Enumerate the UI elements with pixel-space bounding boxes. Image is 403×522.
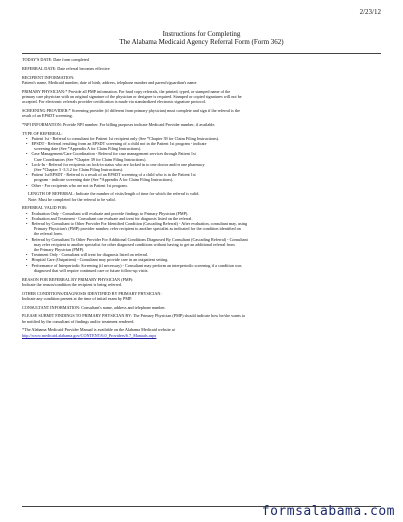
valid-for-item-text: diagnosed that will require continued care or future follow-up visits. bbox=[34, 267, 149, 273]
section-line: Patient's name, Medicaid number, date of birth, address, telephone number and parent's/guardian's name bbox=[22, 79, 197, 85]
valid-for-item-text: may refer recipient to another specialist for other diagnosed conditions without having to get an additional referral from bbox=[34, 241, 235, 247]
length-of-referral-section bbox=[22, 191, 381, 201]
referral-type-item bbox=[22, 141, 381, 151]
section-line: primary care physician with an original signature of the physician or designee is required. Stamped or copied signatures will not be bbox=[22, 93, 242, 99]
referral-type-item bbox=[22, 162, 381, 172]
document-title bbox=[0, 30, 403, 46]
section-line: REFERRAL DATE: Date referral becomes effective bbox=[22, 65, 110, 71]
referral-valid-for-section bbox=[22, 205, 381, 273]
reason-line-2: Indicate the reason/condition the recipient is being referred. bbox=[22, 281, 122, 287]
referral-type-item-text: screening date (See *Appendix A for Claim Filing Instructions). bbox=[34, 146, 142, 152]
intro-sections bbox=[22, 57, 381, 127]
intro-section bbox=[22, 89, 381, 105]
footnote-section bbox=[22, 327, 381, 337]
intro-section bbox=[22, 108, 381, 118]
valid-for-item-text: Primary Physician's (PMP) provider number, refer recipient to another specialist as indicated for the condition identified on bbox=[34, 226, 241, 232]
section-line: SCREENING PROVIDER:* Screening provider (if different from primary physician) must complete and sign if the referral is the bbox=[22, 107, 240, 113]
intro-section bbox=[22, 75, 381, 85]
referral-type-item bbox=[22, 151, 381, 161]
other-conditions-line-2: Indicate any condition present at the time of initial exam by PMP. bbox=[22, 295, 133, 301]
referral-type-item-text: • Case Management/Care Coordination - Referral for case management services through Patient 1st bbox=[22, 151, 381, 156]
length-of-referral-line-1: LENGTH OF REFERRAL: Indicate the number of visits/length of time for which the referral is valid. bbox=[28, 191, 200, 197]
document-date: 2/23/12 bbox=[359, 8, 381, 16]
referral-type-item-text: (See *Chapter 3 -3.3.2 for Claim Filing Instructions). bbox=[34, 167, 124, 173]
footnote-line: *The Alabama Medicaid Provider Manual is available on the Alabama Medicaid website at bbox=[22, 327, 175, 333]
title-line-1: Instructions for Completing bbox=[162, 30, 241, 38]
please-submit-section bbox=[22, 313, 381, 323]
valid-for-item bbox=[22, 221, 381, 237]
length-of-referral-line-2: Note: Must be completed for the referral to be valid. bbox=[28, 196, 116, 202]
valid-for-item-text: • Treatment Only - Consultant will treat for diagnosis listed on referral. bbox=[22, 252, 381, 257]
valid-for-item-text: • Referral by Consultant to Other Provider For Identified Condition (Cascading Referral) - After evaluation, consultant may, using bbox=[22, 221, 381, 226]
section-line: PRIMARY PHYSICIAN:* Provide all PMP information. For hard copy referrals, the printed, typed, or stamped name of the bbox=[22, 88, 231, 94]
referral-type-item-text: Care Coordinators (See *Chapter 39 for Claim Filing Instructions). bbox=[34, 156, 147, 162]
valid-for-item-text: the referral form. bbox=[34, 231, 63, 237]
intro-section bbox=[22, 66, 381, 71]
type-of-referral-list bbox=[22, 136, 381, 188]
other-conditions-line-1: OTHER CONDITIONS/DIAGNOSIS IDENTIFIED BY PRIMARY PHYSICIAN: bbox=[22, 290, 162, 296]
referral-type-item-text: • EPSDT - Referral resulting from an EPSDT screening of a child not in the Patient 1st program - indicate bbox=[22, 141, 381, 146]
valid-for-item-text: • Referral by Consultant To Other Provider For Additional Conditions Diagnosed By Consultant (Cascading Referral) - Consultant bbox=[22, 237, 381, 242]
referral-type-item-text: • Patient 1st/EPSDT - Referral is a result of an EPSDT screening of a child who is in the Patient 1st bbox=[22, 172, 381, 177]
valid-for-item-text: • Evaluation Only - Consultant will evaluate and provide findings to Primary Physician (PMP). bbox=[22, 211, 381, 216]
section-line: TODAY'S DATE: Date form completed bbox=[22, 57, 89, 62]
type-of-referral-section bbox=[22, 131, 381, 188]
please-submit-line-2: be notified by the consultant of findings and/or treatment rendered. bbox=[22, 318, 135, 324]
provider-manual-link[interactable]: http://www.medicaid.alabama.gov/CONTENT/6.0_Providers/6.7_Manuals.aspx bbox=[22, 332, 157, 338]
consultant-info-line: CONSULTANT INFORMATION: Consultant's name, address and telephone number. bbox=[22, 304, 166, 310]
referral-type-item bbox=[22, 183, 381, 188]
valid-for-item-text: • Hospital Care (Outpatient) - Consultant may provide care in an outpatient setting. bbox=[22, 257, 381, 262]
instructions-body bbox=[22, 57, 381, 338]
reason-section bbox=[22, 277, 381, 287]
title-line-2: The Alabama Medicaid Agency Referral Form (Form 362) bbox=[119, 38, 284, 46]
referral-type-item bbox=[22, 172, 381, 182]
valid-for-item-text: • Performance of Interperiodic Screening (if necessary) - Consultant may perform an interperiodic screening if a condition was bbox=[22, 263, 381, 268]
consultant-info-section bbox=[22, 305, 381, 310]
watermark-logo: formsalabama.com bbox=[261, 504, 395, 519]
referral-type-item-text: • Patient 1st - Referral to consultant for Patient 1st recipient only (See *Chapter 39 for Claim Filing Instructions). bbox=[22, 136, 381, 141]
valid-for-item bbox=[22, 237, 381, 253]
intro-section bbox=[22, 122, 381, 127]
type-of-referral-heading: TYPE OF REFERRAL: bbox=[22, 130, 63, 136]
section-line: *NPI INFORMATION: Provide NPI number. For billing purposes indicate Medicaid Provider number, if available. bbox=[22, 121, 216, 127]
referral-valid-for-heading: REFERRAL VALID FOR: bbox=[22, 205, 68, 211]
referral-type-item-text: • Lock-In - Referral for recipients on lock-in status who are locked in to one doctor and/or one pharmacy bbox=[22, 162, 381, 167]
section-line: RECIPIENT INFORMATION: bbox=[22, 74, 75, 80]
section-line: accepted. For electronic referrals provider certification is made via standardized electronic signature protocol. bbox=[22, 99, 206, 104]
referral-type-item-text: program - indicate screening date (See *Appendix A for Claim Filing Instructions). bbox=[34, 177, 174, 183]
valid-for-item-text: • Evaluation and Treatment - Consultant can evaluate and treat for diagnosis listed on the referral. bbox=[22, 216, 381, 221]
reason-line-1: REASON FOR REFERRAL BY PRIMARY PHYSICIAN (PMP): bbox=[22, 276, 134, 282]
intro-section bbox=[22, 57, 381, 62]
referral-valid-for-list bbox=[22, 211, 381, 273]
please-submit-line-1: PLEASE SUBMIT FINDINGS TO PRIMARY PHYSICIAN BY: The Primary Physician (PMP) should indicate how he/she wants to bbox=[22, 313, 246, 319]
section-line: result of an EPSDT screening. bbox=[22, 113, 73, 118]
top-divider bbox=[22, 53, 381, 54]
other-conditions-section bbox=[22, 291, 381, 301]
valid-for-item bbox=[22, 263, 381, 273]
referral-type-item-text: • Other - For recipients who are not in Patient 1st program. bbox=[22, 183, 381, 188]
valid-for-item-text: the Primary Physician (PMP). bbox=[34, 247, 85, 253]
